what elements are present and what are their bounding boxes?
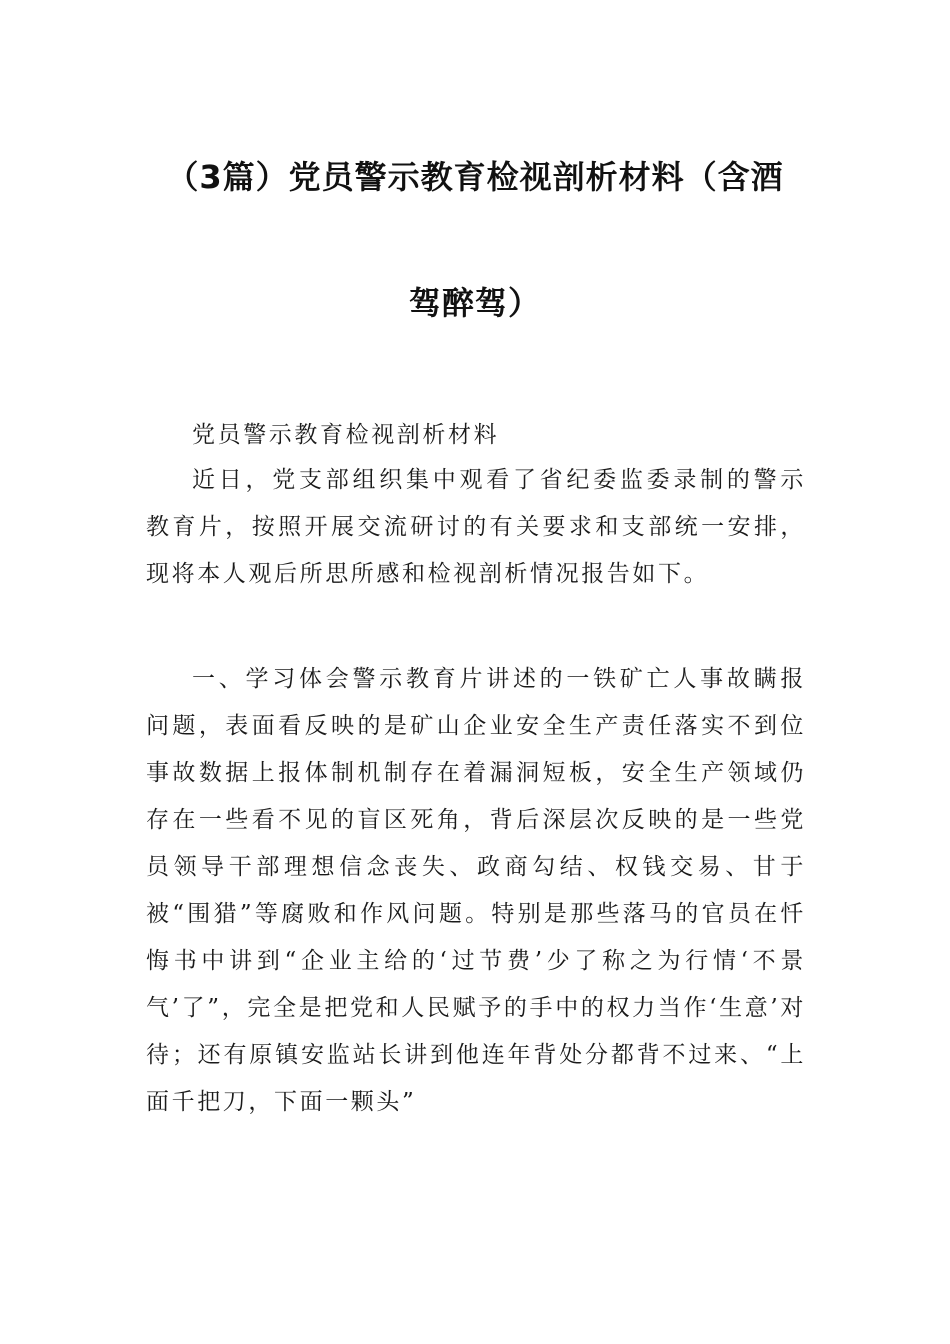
subheading	[146, 412, 806, 459]
document-title-line-1: （3篇）党员警示教育检视剖析材料（含酒	[166, 158, 784, 196]
subheading-text: 党员警示教育检视剖析材料	[192, 422, 500, 448]
intro-paragraph: 近日，党支部组织集中观看了省纪委监委录制的警示教育片，按照开展交流研讨的有关要求和支部统一安排，现将本人观后所思所感和检视剖析情况报告如下。	[146, 467, 806, 587]
section-one-paragraph-block	[146, 656, 806, 1126]
document-title-line-2: 驾醉驾）	[408, 284, 541, 322]
intro-paragraph-block	[146, 457, 806, 598]
section-one-paragraph: 一、学习体会警示教育片讲述的一铁矿亡人事故瞒报问题，表面看反映的是矿山企业安全生产责任落实不到位事故数据上报体制机制存在着漏洞短板，安全生产领域仍存在一些看不见的盲区死角，背后深层次反映的是一些党员领导干部理想信念丧失、政商勾结、权钱交易、甘于被“围猎”等腐败和作风问题。特别是那些落马的官员在忏悔书中讲到“企业主给的‘过节费’少了称之为行情‘不景气’了”，完全是把党和人民赋予的手中的权力当作‘生意’对待；还有原镇安监站长讲到他连年背处分都背不过来、“上面千把刀，下面一颗头”	[146, 666, 806, 1115]
